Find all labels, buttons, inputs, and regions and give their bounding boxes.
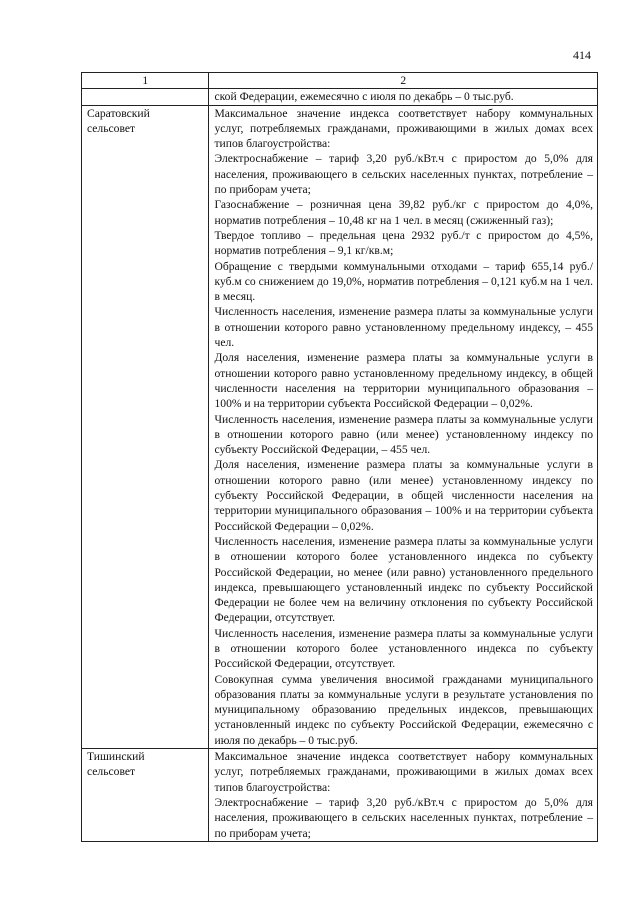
region-cell: Саратовский сельсовет <box>82 105 209 748</box>
column-header-2: 2 <box>209 73 598 89</box>
paragraph: Твердое топливо – предельная цена 2932 руб./т с приростом до 4,5%, норматив потребления – 9,1 кг/кв.м; <box>214 228 593 258</box>
paragraph: Максимальное значение индекса соответствует набору коммунальных услуг, потребляемых гражданами, проживающими в жилых домах всех типов благоустройства: <box>214 106 593 151</box>
table-header-row <box>82 73 598 89</box>
page-number: 414 <box>573 48 591 62</box>
continuation-text-cell: ской Федерации, ежемесячно с июля по декабрь – 0 тыс.руб. <box>209 89 598 105</box>
description-cell <box>209 749 598 842</box>
column-header-1: 1 <box>82 73 209 89</box>
paragraph: Максимальное значение индекса соответствует набору коммунальных услуг, потребляемых гражданами, проживающими в жилых домах всех типов благоустройства: <box>214 750 593 794</box>
paragraph: Электроснабжение – тариф 3,20 руб./кВт.ч с приростом до 5,0% для населения, проживающего в сельских населенных пунктах, потребление – по приборам учета; <box>214 795 593 840</box>
paragraph: Обращение с твердыми коммунальными отходами – тариф 655,14 руб./куб.м со снижением до 19,0%, норматив потребления – 0,121 куб.м на 1 чел. в месяц. <box>214 259 593 304</box>
municipal-index-table <box>81 72 598 842</box>
continuation-region-cell <box>82 89 209 105</box>
paragraph: Доля населения, изменение размера платы за коммунальные услуги в отношении которого равно (или менее) установленному индексу по субъекту Российской Федерации, в общей численности населения на территории муниципального образования – 100% и на территории субъекта Российской Федерации – 0,02%. <box>214 458 593 533</box>
region-cell: Тишинский сельсовет <box>82 749 209 842</box>
paragraph: Совокупная сумма увеличения вносимой гражданами муниципального образования платы за коммунальные услуги в результате установления по муниципальному образованию предельных индексов, превышающих установленный индекс по субъекту Российской Федерации, ежемесячно с июля по декабрь – 0 тыс.руб. <box>214 672 593 747</box>
continuation-row <box>82 89 598 105</box>
paragraph: Численность населения, изменение размера платы за коммунальные услуги в отношении которого равно (или менее) установленному индексу по субъекту Российской Федерации, – 455 чел. <box>214 412 593 457</box>
table-row <box>82 105 598 748</box>
paragraph: Газоснабжение – розничная цена 39,82 руб./кг с приростом до 4,0%, норматив потребления – 10,48 кг на 1 чел. в месяц (сжиженный газ); <box>214 198 593 227</box>
table-row <box>82 749 598 842</box>
paragraph: Численность населения, изменение размера платы за коммунальные услуги в отношении которого равно установленному предельному индексу, – 455 чел. <box>214 305 593 350</box>
paragraph: Численность населения, изменение размера платы за коммунальные услуги в отношении которого более установленного индекса по субъекту Российской Федерации, отсутствует. <box>214 626 593 671</box>
description-cell <box>209 105 598 748</box>
paragraph: Доля населения, изменение размера платы за коммунальные услуги в отношении которого равно установленному предельному индексу, в общей численности населения на территории муниципального образования – 100% и на территории субъекта Российской Федерации – 0,02%. <box>214 351 593 411</box>
paragraph: Электроснабжение – тариф 3,20 руб./кВт.ч с приростом до 5,0% для населения, проживающего в сельских населенных пунктах, потребление – по приборам учета; <box>214 152 593 197</box>
paragraph: Численность населения, изменение размера платы за коммунальные услуги в отношении которого более установленного индекса по субъекту Российской Федерации, но менее (или равно) установленного предельного индекса, превышающего установленный индекс по субъекту Российской Федерации не более чем на величину отклонения по субъекту Российской Федерации, отсутствует. <box>214 534 593 625</box>
